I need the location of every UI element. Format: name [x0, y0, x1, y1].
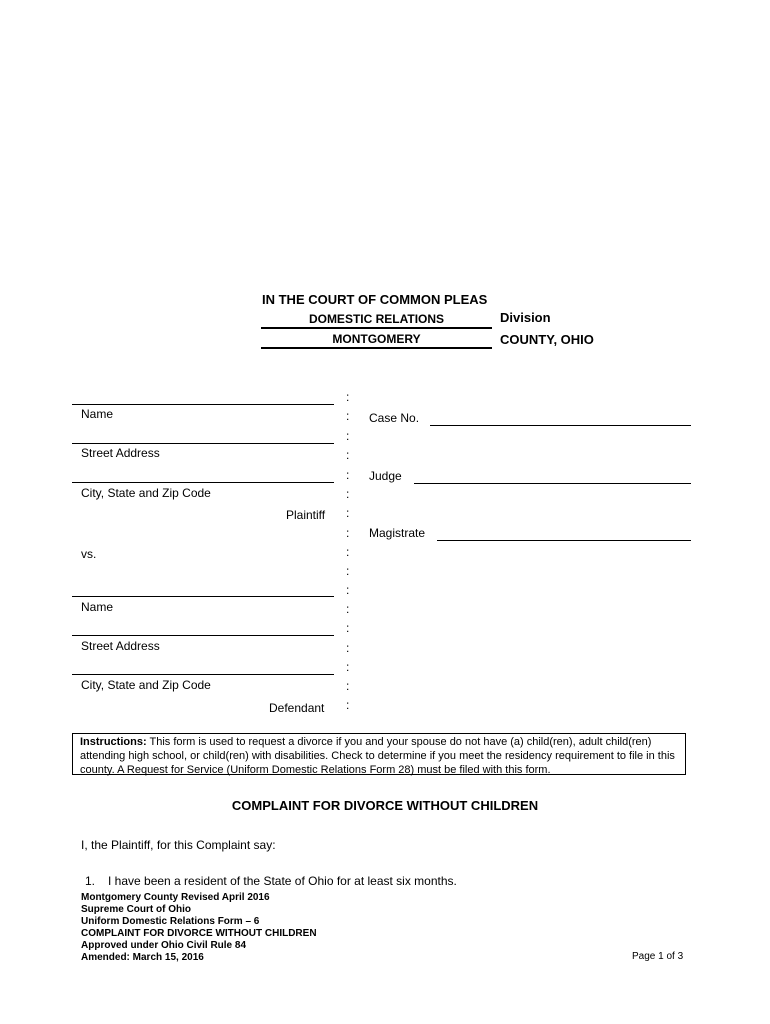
- defendant-role-label: Defendant: [269, 701, 325, 715]
- defendant-city-label: City, State and Zip Code: [81, 678, 211, 692]
- footer-line: Supreme Court of Ohio: [81, 904, 191, 915]
- colon-separator: :: [346, 390, 350, 404]
- colon-separator: :: [346, 506, 350, 520]
- county-value: MONTGOMERY: [332, 332, 421, 346]
- judge-label: Judge: [369, 469, 402, 483]
- judge-field[interactable]: [414, 483, 691, 484]
- versus-label: vs.: [81, 547, 97, 561]
- colon-separator: :: [346, 409, 350, 423]
- magistrate-label: Magistrate: [369, 526, 426, 540]
- colon-separator: :: [346, 698, 350, 712]
- colon-separator: :: [346, 621, 350, 635]
- county-underline: [261, 347, 492, 349]
- plaintiff-name-label: Name: [81, 407, 114, 421]
- defendant-name-field[interactable]: [72, 596, 334, 597]
- footer-line: Montgomery County Revised April 2016: [81, 892, 270, 903]
- court-title: IN THE COURT OF COMMON PLEAS: [262, 292, 488, 307]
- instructions-lead: Instructions:: [80, 736, 147, 748]
- footer-line: Uniform Domestic Relations Form – 6: [81, 916, 260, 927]
- magistrate-field[interactable]: [437, 540, 691, 541]
- footer-line: Approved under Ohio Civil Rule 84: [81, 940, 247, 951]
- division-underline: [261, 327, 492, 329]
- plaintiff-name-field[interactable]: [72, 404, 334, 405]
- colon-separator: :: [346, 526, 350, 540]
- footer-line: Amended: March 15, 2016: [81, 952, 204, 963]
- division-label: Division: [500, 310, 551, 325]
- colon-separator: :: [346, 660, 350, 674]
- colon-separator: :: [346, 679, 350, 693]
- defendant-city-field[interactable]: [72, 674, 334, 675]
- colon-separator: :: [346, 448, 350, 462]
- defendant-street-label: Street Address: [81, 639, 160, 653]
- item-1-number: 1.: [85, 874, 96, 888]
- plaintiff-role-label: Plaintiff: [286, 508, 326, 522]
- colon-separator: :: [346, 641, 350, 655]
- complaint-title: COMPLAINT FOR DIVORCE WITHOUT CHILDREN: [231, 798, 539, 813]
- colon-separator: :: [346, 487, 350, 501]
- colon-separator: :: [346, 545, 350, 559]
- county-label: COUNTY, OHIO: [500, 332, 594, 347]
- plaintiff-city-label: City, State and Zip Code: [81, 486, 211, 500]
- page-number: Page 1 of 3: [632, 951, 684, 962]
- colon-separator: :: [346, 564, 350, 578]
- footer-line: COMPLAINT FOR DIVORCE WITHOUT CHILDREN: [81, 928, 317, 939]
- case-no-label: Case No.: [369, 411, 420, 425]
- plaintiff-street-field[interactable]: [72, 443, 334, 444]
- colon-separator: :: [346, 583, 350, 597]
- case-no-field[interactable]: [430, 425, 691, 426]
- instructions-box: [72, 733, 686, 775]
- colon-separator: :: [346, 602, 350, 616]
- complaint-intro: I, the Plaintiff, for this Complaint say:: [81, 838, 276, 852]
- defendant-street-field[interactable]: [72, 635, 334, 636]
- division-value: DOMESTIC RELATIONS: [308, 312, 445, 326]
- plaintiff-street-label: Street Address: [81, 446, 160, 460]
- item-1-text: I have been a resident of the State of Ohio for at least six months.: [108, 874, 457, 888]
- plaintiff-city-field[interactable]: [72, 482, 334, 483]
- colon-separator: :: [346, 468, 350, 482]
- instructions-text: This form is used to request a divorce if you and your spouse do not have (a) child(ren), adult child(ren) attending high school, or child(ren) with disabilities. Check to determine if you meet the residency requirement to file in this county. A Request for Service (Uniform Domestic Relations Form 28) must be filed with this form.: [80, 736, 675, 776]
- colon-separator: :: [346, 429, 350, 443]
- defendant-name-label: Name: [81, 600, 114, 614]
